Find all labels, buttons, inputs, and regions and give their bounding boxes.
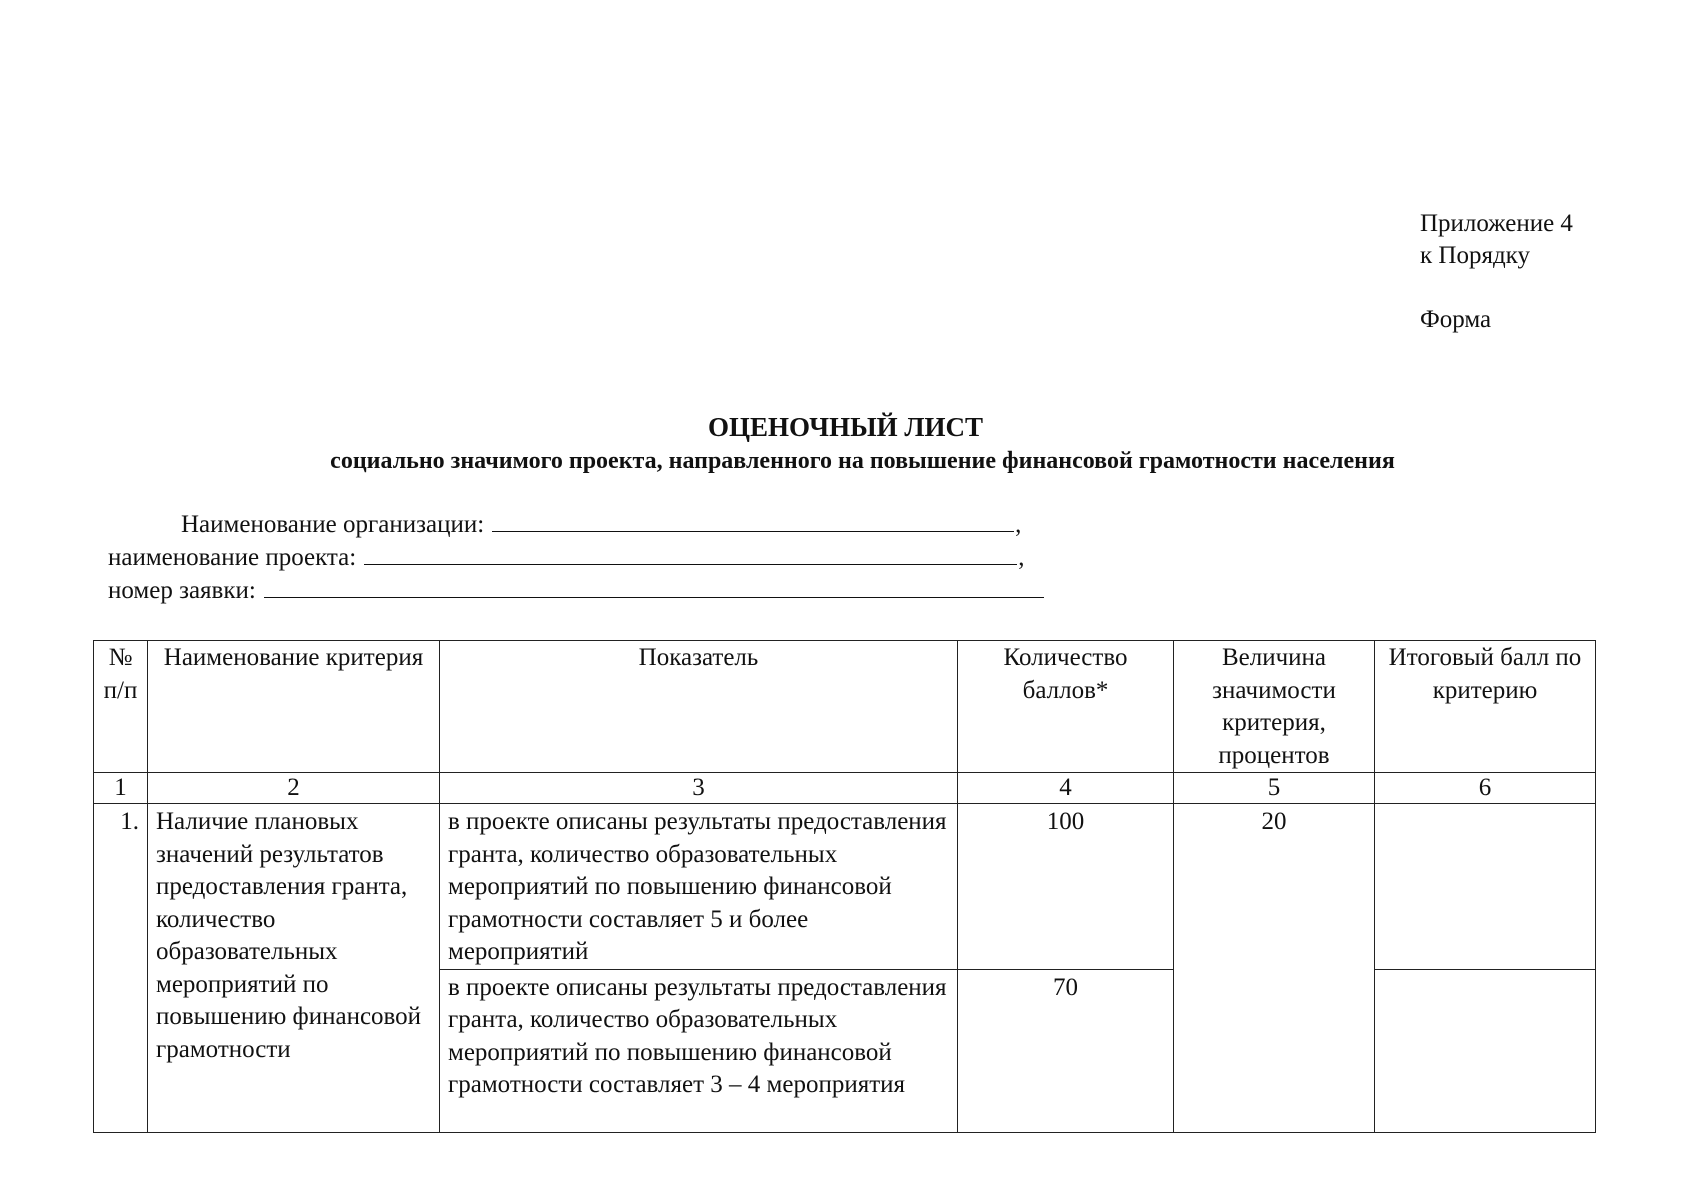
criterion-name: Наличие плановых значений результатов предоставления гранта, количество образовательных мероприятий по повышению финансовой грамотности — [148, 804, 440, 1133]
application-field-row — [108, 574, 1044, 607]
project-comma: , — [1018, 544, 1025, 571]
application-label: номер заявки: — [108, 577, 256, 604]
header-criterion: Наименование критерия — [148, 641, 440, 773]
title-block — [0, 410, 1697, 478]
form-fields — [108, 508, 1044, 607]
project-field-row — [108, 541, 1044, 574]
weight-value: 20 — [1174, 804, 1375, 1133]
column-number: 2 — [148, 773, 440, 804]
organization-comma: , — [1015, 511, 1022, 538]
column-number: 6 — [1375, 773, 1596, 804]
evaluation-table — [93, 640, 1596, 1133]
header-weight: Величина значимости критерия, процентов — [1174, 641, 1375, 773]
project-label: наименование проекта: — [108, 544, 357, 571]
total-score-cell[interactable] — [1375, 804, 1596, 970]
appendix-line-1: Приложение 4 — [1420, 210, 1573, 237]
column-number-row — [94, 773, 1596, 804]
organization-input-line[interactable] — [492, 509, 1014, 532]
form-label: Форма — [1420, 306, 1492, 333]
column-number: 1 — [94, 773, 148, 804]
document-subtitle: социально значимого проекта, направленного на повышение финансовой грамотности населения — [330, 448, 1395, 474]
document-title — [0, 410, 1697, 444]
table-row — [94, 804, 1596, 970]
appendix-block — [1420, 208, 1573, 336]
points-value: 100 — [958, 804, 1174, 970]
column-number: 4 — [958, 773, 1174, 804]
points-value: 70 — [958, 969, 1174, 1132]
project-input-line[interactable] — [364, 542, 1017, 565]
table-header-row — [94, 641, 1596, 773]
organization-field-row — [108, 508, 1044, 541]
header-number: № п/п — [94, 641, 148, 773]
column-number: 5 — [1174, 773, 1375, 804]
appendix-line-2: к Порядку — [1420, 242, 1530, 269]
total-score-cell[interactable] — [1375, 969, 1596, 1132]
indicator-text: в проекте описаны результаты предоставления гранта, количество образовательных мероприятий по повышению финансовой грамотности составляет 3 – 4 мероприятия — [440, 969, 958, 1132]
header-total: Итоговый балл по критерию — [1375, 641, 1596, 773]
header-points: Количество баллов* — [958, 641, 1174, 773]
header-indicator: Показатель — [440, 641, 958, 773]
indicator-text: в проекте описаны результаты предоставления гранта, количество образовательных мероприятий по повышению финансовой грамотности составляет 5 и более мероприятий — [440, 804, 958, 970]
document-title-text: ОЦЕНОЧНЫЙ ЛИСТ — [707, 412, 984, 442]
application-input-line[interactable] — [264, 575, 1044, 598]
organization-label: Наименование организации: — [181, 511, 485, 538]
row-number: 1. — [94, 804, 148, 1133]
column-number: 3 — [440, 773, 958, 804]
